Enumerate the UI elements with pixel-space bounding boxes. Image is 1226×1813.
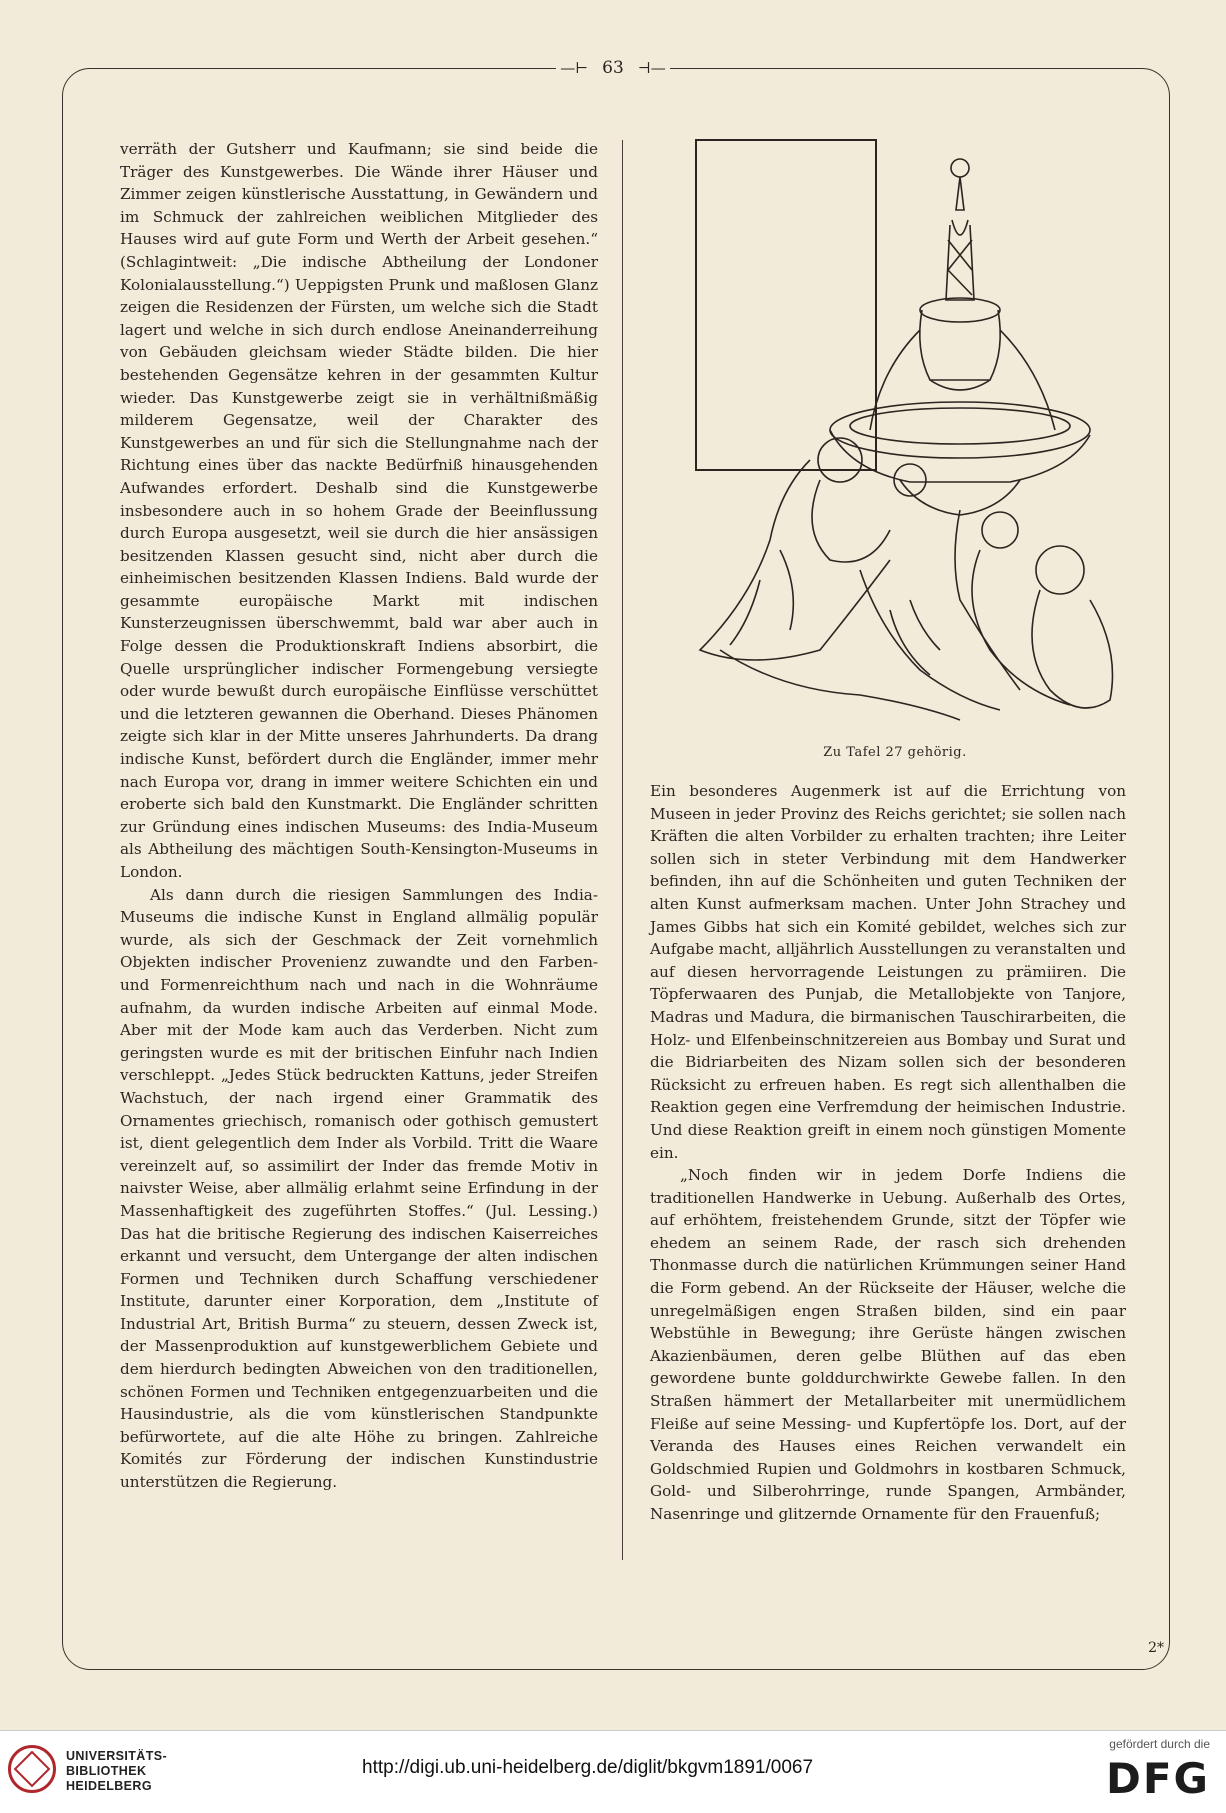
left-paragraph-2: Als dann durch die riesigen Sammlungen des India-Museums die indische Kunst in England allmälig populär wurde, als sich der Geschmack der Zeit vornehmlich Objekten indischer Provenienz zuwandte und den Farben- und Formenreichthum nach und nach in die Wohnräume aufnahm, da wurden indische Arbeiten auf einmal Mode. Aber mit der Mode kam auch das Verderben. Nicht zum geringsten wurde es mit der britischen Einfuhr nach Indien verschleppt. „Jedes Stück bedruckten Kattuns, jeder Streifen Wachstuch, der nach irgend einer Grammatik des Ornamentes griechisch, romanisch oder gothisch gemustert ist, dient gelegentlich dem Inder als Vorbild. Tritt die Waare vereinzelt auf, so assimilirt der Inder das fremde Motiv in naivster Weise, aber allmälig erlahmt seine Erfindung in der Massenhaftigkeit des zugeführten Stoffes.“ (Jul. Lessing.) Das hat die britische Regierung des indischen Kaiserreiches erkannt und versucht, dem Untergange der alten indischen Formen und Techniken durch Schaffung verschiedener Institute, darunter einer Korporation, dem „Institute of Industrial Art, British Burma“ zu steuern, dessen Zweck ist, der Massenproduktion auf kunstgewerblichem Gebiete und dem hierdurch bedingten Abweichen von den traditionellen, schönen Formen und Techniken entgegenzuarbeiten und die Hausindustrie, als die vom künstlerischen Standpunkte befürwortete, auf die alte Höhe zu bringen. Zahlreiche Komités zur Förderung der indischen Kunstindustrie unterstützen die Regierung. [120, 885, 598, 1492]
institution-line-3: HEIDELBERG [66, 1779, 152, 1793]
footer-bar [0, 1730, 1226, 1813]
right-paragraph-1: Ein besonderes Augenmerk ist auf die Errichtung von Museen in jeder Provinz des Reichs gerichtet; sie sollen nach Kräften die alten Vorbilder zu erhalten trachten; ihre Leiter sollen sich in steter Verbindung mit dem Handwerker befinden, ihn auf die Schönheiten und guten Techniken der alten Kunst aufmerksam machen. Unter John Strachey und James Gibbs hat sich ein Komité gebildet, welches sich zur Aufgabe macht, alljährlich Ausstellungen zu veranstalten und auf diesen hervorragende Leistungen zu prämiiren. Die Töpferwaaren des Punjab, die Metallobjekte von Tanjore, Madras und Madura, die birmanischen Tauschirarbeiten, die Holz- und Elfenbeinschnitzereien aus Bombay und Surat und die Bidriarbeiten des Nizam sollen sich der besonderen Rücksicht zu erfreuen haben. Es regt sich allenthalben die Reaktion gegen eine Verfremdung der heimischen Industrie. Und diese Reaktion greift in einem noch günstigen Momente ein. [650, 782, 1126, 1162]
right-column [650, 780, 1126, 1526]
permalink-url[interactable]: http://digi.ub.uni-heidelberg.de/diglit/bkgvm1891/0067 [362, 1757, 814, 1778]
page-header [0, 48, 1226, 88]
header-ornament-left: —⊢ [556, 59, 592, 77]
sheet-signature: 2* [1148, 1640, 1164, 1656]
right-paragraph-2: „Noch finden wir in jedem Dorfe Indiens die traditionellen Handwerke in Uebung. Außerhalb des Ortes, auf erhöhtem, freistehendem Grunde, sitzt der Töpfer wie ehedem an seinem Rade, der rasch sich drehenden Thonmasse durch die natürlichen Krümmungen seiner Hand die Form gebend. An der Rückseite der Häuser, welche die unregelmäßigen engen Straßen bilden, sind ein paar Webstühle in Bewegung; ihre Gerüste hängen zwischen Akazienbäumen, deren gelbe Blüthen auf das eben gewordene bunte golddurchwirkte Gewebe fallen. In den Straßen hämmert der Metallarbeiter mit unermüdlichem Fleiße auf seine Messing- und Kupfertöpfe los. Dort, auf der Veranda des Hauses eines Reichen verwandelt ein Goldschmied Rupien und Goldmohrs in kostbaren Schmuck, Gold- und Silberohrringe, runde Spangen, Armbänder, Nasenringe und glitzernde Ornamente für den Frauenfuß; [650, 1166, 1126, 1523]
header-ornament-right: ⊣— [634, 59, 670, 77]
figure-caption: Zu Tafel 27 gehörig. [823, 745, 967, 760]
university-seal-icon [8, 1745, 56, 1793]
fountain-illustration [660, 130, 1130, 730]
institution-line-1: UNIVERSITÄTS- [66, 1749, 168, 1763]
column-divider [622, 140, 623, 1560]
funded-by-label: gefördert durch die [1109, 1737, 1210, 1751]
dfg-logo: DFG [1105, 1754, 1210, 1803]
fountain-drawing [660, 130, 1130, 740]
institution-line-2: BIBLIOTHEK [66, 1764, 147, 1778]
left-column [120, 138, 598, 1494]
left-paragraph-1: verräth der Gutsherr und Kaufmann; sie sind beide die Träger des Kunstgewerbes. Die Wände ihrer Häuser und Zimmer zeigen künstlerische Ausstattung, in Gewändern und im Schmuck der zahlreichen weiblichen Mitglieder des Hauses wird auf gute Form und Werth der Arbeit gesehen.“ (Schlagintweit: „Die indische Abtheilung der Londoner Kolonialausstellung.“) Ueppigsten Prunk und maßlosen Glanz zeigen die Residenzen der Fürsten, um welche sich die Stadt lagert und welche in sich durch endlose Aneinanderreihung von Gebäuden gleichsam wieder Städte bilden. Die hier bestehenden Gegensätze kehren in der gesammten Kultur wieder. Das Kunstgewerbe zeigt sie in verhältnißmäßig milderem Gegensatze, weil der Charakter des Kunstgewerbes an und für sich die Stellungnahme nach der Richtung eines über das nackte Bedürfniß hinausgehenden Aufwandes erfordert. Deshalb sind die Kunstgewerbe insbesondere auch in so hohem Grade der Beeinflussung durch Europa ausgesetzt, weil sie durch die hier ansässigen besitzenden Klassen gesucht sind, nicht aber durch die einheimischen besitzenden Klassen Indiens. Bald wurde der gesammte europäische Markt mit indischen Kunsterzeugnissen überschwemmt, bald war aber auch in Folge dessen die Produktionskraft Indiens absorbirt, die Quelle ursprünglicher indischer Formengebung versiegte oder wurde bewußt durch europäische Einflüsse verschüttet und die letzteren gewannen die Oberhand. Dieses Phänomen zeigte sich klar in der Mitte unseres Jahrhunderts. Da drang indische Kunst, befördert durch die Engländer, immer mehr nach Europa vor, drang in immer weitere Schichten ein und eroberte sich bald den Kunstmarkt. Die Engländer schritten zur Gründung eines indischen Museums: des India-Museum als Abtheilung des mächtigen South-Kensington-Museums in London. [120, 140, 598, 881]
institution-name [66, 1749, 167, 1794]
page-number: 63 [592, 58, 634, 78]
